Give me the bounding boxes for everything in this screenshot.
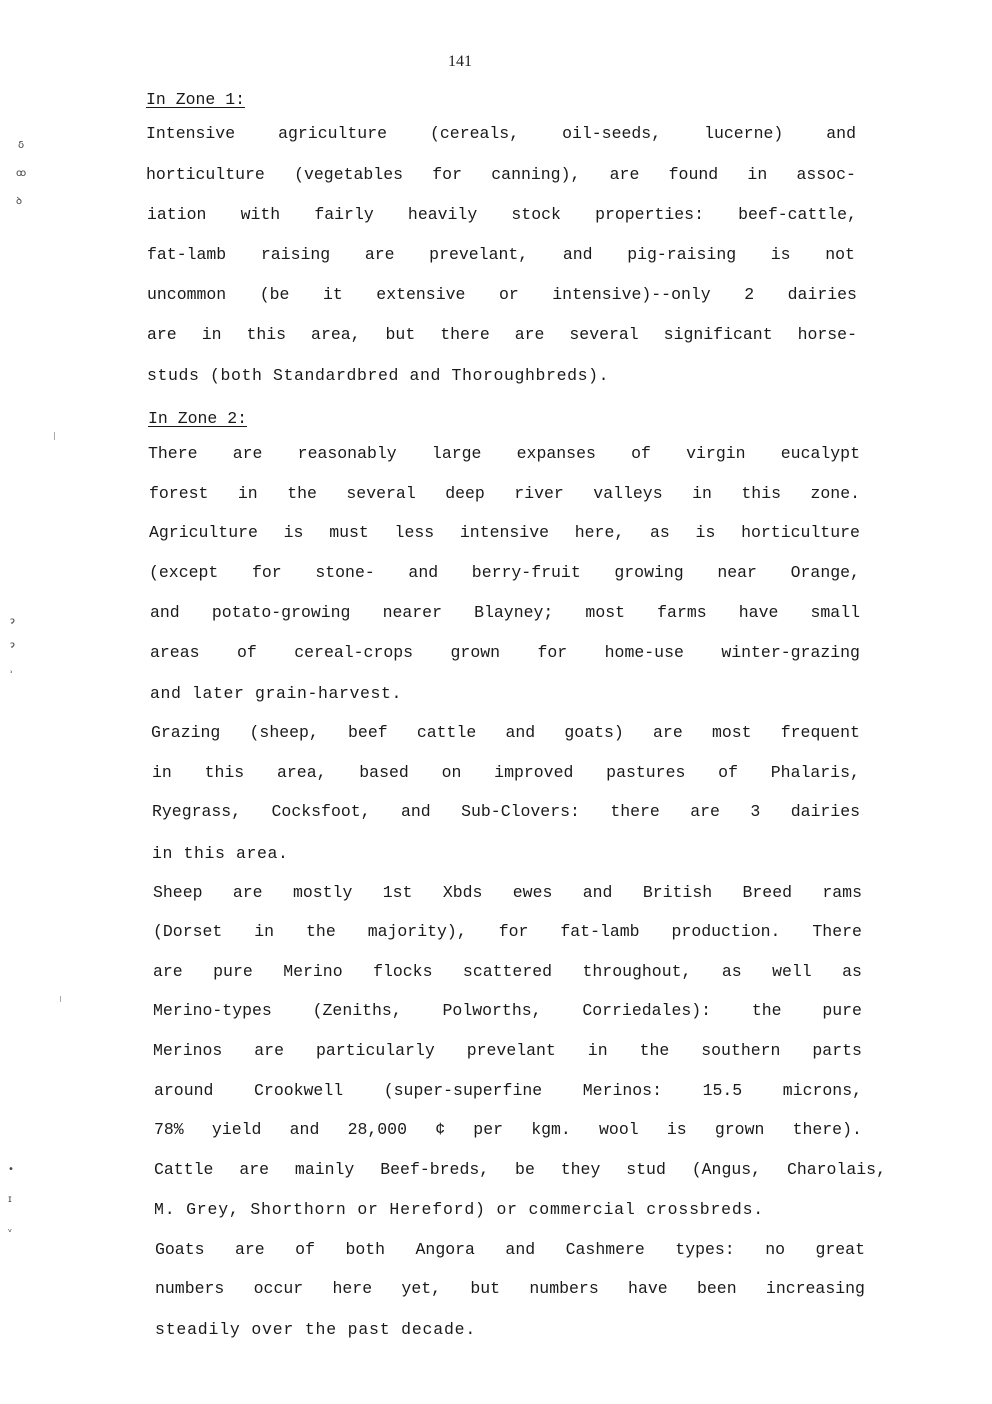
word: Crookwell <box>254 1081 344 1100</box>
word: oil-seeds, <box>562 124 662 143</box>
word: and <box>150 603 180 622</box>
text-line <box>153 962 862 981</box>
word: zone. <box>810 484 860 503</box>
word: and <box>400 802 431 821</box>
word: are <box>147 325 177 344</box>
word: prevelant, <box>429 245 529 264</box>
word: growing <box>614 563 684 582</box>
word: (super-superfine <box>383 1081 543 1100</box>
word: (except <box>149 563 219 582</box>
word: (Angus, <box>691 1160 762 1179</box>
word: intensive)--only <box>552 285 711 304</box>
word: great <box>815 1240 865 1259</box>
word: Breed <box>742 883 793 902</box>
word: Cashmere <box>565 1240 645 1259</box>
word: been <box>696 1279 737 1298</box>
word: are <box>609 165 640 184</box>
text-line <box>153 922 862 941</box>
word: this <box>204 763 245 782</box>
word: dairies <box>787 285 857 304</box>
word: stud <box>626 1160 666 1179</box>
word: reasonably <box>297 444 397 463</box>
word: Goats <box>155 1240 205 1259</box>
word: most <box>711 723 752 742</box>
word: Merinos: <box>582 1081 662 1100</box>
word: 78% <box>154 1120 184 1139</box>
word: (sheep, <box>249 723 319 742</box>
word: in <box>254 922 275 941</box>
word: are <box>653 723 683 742</box>
text-line <box>154 1160 886 1179</box>
word: the <box>751 1001 782 1020</box>
text-line <box>154 1081 862 1100</box>
word: Xbds <box>442 883 483 902</box>
word: 1st <box>382 883 413 902</box>
word: Blayney; <box>474 603 554 622</box>
text-line <box>147 245 855 264</box>
word: occur <box>253 1279 304 1298</box>
word: Angora <box>415 1240 475 1259</box>
word: and <box>582 883 613 902</box>
word: of <box>718 763 738 782</box>
text-line <box>149 563 860 582</box>
word: is <box>283 523 304 542</box>
word: there). <box>792 1120 862 1139</box>
word: eucalypt <box>780 444 860 463</box>
word: heavily <box>407 205 478 224</box>
word: fat-lamb <box>560 922 640 941</box>
word: berry-fruit <box>471 563 581 582</box>
word: of <box>236 643 257 662</box>
word: no <box>765 1240 785 1259</box>
page-number: 141 <box>448 53 472 70</box>
word: cereal-crops <box>294 643 414 662</box>
word: and <box>505 723 536 742</box>
word: in <box>587 1041 608 1060</box>
word: several <box>569 325 639 344</box>
word: raising <box>260 245 331 264</box>
word: significant <box>663 325 773 344</box>
word: of <box>631 444 651 463</box>
text-line: studs (both Standardbred and Thoroughbreds). <box>147 366 610 385</box>
word: (vegetables <box>294 165 404 184</box>
word: properties: <box>595 205 704 224</box>
word: Phalaris, <box>770 763 860 782</box>
word: with <box>240 205 281 224</box>
word: Polworths, <box>442 1001 542 1020</box>
text-line <box>153 1001 862 1020</box>
word: are <box>690 802 720 821</box>
word: this <box>246 325 287 344</box>
word: ewes <box>512 883 553 902</box>
word: horticulture <box>146 165 265 184</box>
word: agriculture <box>278 124 388 143</box>
text-line <box>153 883 862 902</box>
word: are <box>514 325 545 344</box>
word: are <box>153 962 183 981</box>
word: Cattle <box>154 1160 214 1179</box>
word: and <box>408 563 439 582</box>
text-line <box>146 124 856 143</box>
word: Merinos <box>153 1041 223 1060</box>
word: pure <box>822 1001 862 1020</box>
word: Sheep <box>153 883 203 902</box>
word: the <box>287 484 317 503</box>
word: they <box>560 1160 601 1179</box>
word: around <box>154 1081 214 1100</box>
word: and <box>826 124 856 143</box>
text-line <box>147 285 857 304</box>
word: or <box>498 285 519 304</box>
word: increasing <box>765 1279 865 1298</box>
word: Sub-Clovers: <box>461 802 580 821</box>
text-line <box>155 1279 865 1298</box>
word: grown <box>714 1120 765 1139</box>
word: Grazing <box>151 723 221 742</box>
word: in <box>747 165 768 184</box>
word: it <box>322 285 343 304</box>
word: frequent <box>780 723 860 742</box>
word: as <box>650 523 670 542</box>
word: (be <box>259 285 290 304</box>
margin-mark: δ <box>18 140 25 151</box>
word: areas <box>150 643 200 662</box>
scan-speck <box>54 432 55 440</box>
word: prevelant <box>466 1041 556 1060</box>
word: river <box>514 484 564 503</box>
word: there <box>440 325 490 344</box>
text-line <box>152 763 860 782</box>
word: valleys <box>593 484 663 503</box>
word: southern <box>701 1041 781 1060</box>
word: rams <box>822 883 862 902</box>
word: expanses <box>516 444 596 463</box>
word: Charolais, <box>786 1160 886 1179</box>
word: extensive <box>376 285 466 304</box>
margin-mark: ʾ <box>10 670 14 681</box>
word: for <box>251 563 282 582</box>
word: several <box>346 484 416 503</box>
word: intensive <box>459 523 550 542</box>
word: Corriedales): <box>582 1001 712 1020</box>
word: for <box>537 643 568 662</box>
word: types: <box>675 1240 735 1259</box>
word: there <box>610 802 660 821</box>
word: are <box>239 1160 270 1179</box>
word: near <box>717 563 757 582</box>
word: and <box>505 1240 536 1259</box>
word: lucerne) <box>704 124 784 143</box>
word: 2 <box>744 285 755 304</box>
text-line <box>155 1240 865 1259</box>
text-line: in this area. <box>152 844 289 863</box>
text-line <box>149 523 860 542</box>
word: assoc- <box>796 165 856 184</box>
word: well <box>772 962 812 981</box>
word: Agriculture <box>149 523 258 542</box>
word: is <box>666 1120 687 1139</box>
word: (Dorset <box>153 922 223 941</box>
text-line: steadily over the past decade. <box>155 1320 477 1339</box>
word: and <box>289 1120 320 1139</box>
text-line <box>148 444 860 463</box>
word: beef-cattle, <box>738 205 857 224</box>
word: microns, <box>782 1081 862 1100</box>
word: improved <box>494 763 574 782</box>
word: virgin <box>686 444 746 463</box>
word: as <box>842 962 862 981</box>
word: throughout, <box>582 962 692 981</box>
word: cattle <box>416 723 477 742</box>
word: numbers <box>155 1279 225 1298</box>
word: pastures <box>606 763 686 782</box>
word: forest <box>149 484 209 503</box>
word: be <box>515 1160 535 1179</box>
word: production. <box>671 922 781 941</box>
word: not <box>825 245 855 264</box>
word: canning), <box>491 165 581 184</box>
text-line <box>152 802 860 821</box>
word: Ryegrass, <box>152 802 242 821</box>
word: in <box>237 484 258 503</box>
word: 15.5 <box>702 1081 743 1100</box>
word: the <box>639 1041 670 1060</box>
word: Merino <box>283 962 343 981</box>
word: here, <box>574 523 625 542</box>
word: yield <box>211 1120 262 1139</box>
word: are <box>364 245 395 264</box>
word: wool <box>599 1120 639 1139</box>
text-line: and later grain-harvest. <box>150 684 403 703</box>
word: deep <box>445 484 485 503</box>
word: beef <box>348 723 388 742</box>
word: home-use <box>604 643 684 662</box>
word: particularly <box>315 1041 435 1060</box>
word: most <box>585 603 626 622</box>
word: kgm. <box>531 1120 571 1139</box>
word: There <box>148 444 198 463</box>
word: horse- <box>797 325 857 344</box>
word: on <box>441 763 462 782</box>
word: is <box>695 523 716 542</box>
word: British <box>642 883 713 902</box>
word: nearer <box>382 603 442 622</box>
word: scattered <box>462 962 553 981</box>
word: mostly <box>292 883 353 902</box>
word: in <box>152 763 172 782</box>
word: have <box>628 1279 668 1298</box>
text-line <box>147 325 857 344</box>
word: here <box>332 1279 373 1298</box>
zone2-heading: In Zone 2: <box>148 409 248 428</box>
word: farms <box>657 603 707 622</box>
word: uncommon <box>147 285 227 304</box>
margin-mark: • <box>8 1164 14 1175</box>
word: in <box>692 484 712 503</box>
word: are <box>232 883 263 902</box>
margin-mark: ᵥ <box>8 1224 13 1235</box>
word: Cocksfoot, <box>271 802 371 821</box>
word: have <box>738 603 779 622</box>
text-line <box>153 1041 862 1060</box>
word: per <box>473 1120 504 1139</box>
text-line <box>147 205 857 224</box>
word: goats) <box>564 723 624 742</box>
word: for <box>498 922 529 941</box>
word: 3 <box>750 802 761 821</box>
word: ¢ <box>435 1120 446 1139</box>
margin-mark: ɂ <box>10 616 15 627</box>
word: but <box>470 1279 501 1298</box>
word: numbers <box>529 1279 599 1298</box>
margin-mark: ɂ <box>10 640 15 651</box>
word: There <box>812 922 862 941</box>
word: grown <box>450 643 501 662</box>
word: of <box>295 1240 315 1259</box>
word: 28,000 <box>347 1120 407 1139</box>
word: this <box>741 484 781 503</box>
margin-mark: ɪ <box>8 1194 12 1205</box>
word: Merino-types <box>153 1001 272 1020</box>
word: but <box>385 325 416 344</box>
word: area, <box>276 763 327 782</box>
text-line <box>154 1120 862 1139</box>
text-line <box>149 484 860 503</box>
word: Orange, <box>790 563 860 582</box>
margin-mark: ꝺ <box>16 196 22 207</box>
word: horticulture <box>741 523 860 542</box>
word: large <box>431 444 482 463</box>
text-line: M. Grey, Shorthorn or Hereford) or commercial crossbreds. <box>154 1200 764 1219</box>
word: fat-lamb <box>147 245 227 264</box>
word: area, <box>311 325 361 344</box>
word: and <box>562 245 593 264</box>
word: stone- <box>315 563 375 582</box>
text-line <box>146 165 856 184</box>
word: iation <box>147 205 207 224</box>
text-line <box>151 723 860 742</box>
word: fairly <box>314 205 374 224</box>
word: dairies <box>790 802 860 821</box>
word: in <box>201 325 222 344</box>
word: must <box>329 523 369 542</box>
word: parts <box>812 1041 862 1060</box>
word: winter-grazing <box>721 643 860 662</box>
word: based <box>359 763 409 782</box>
word: (Zeniths, <box>312 1001 402 1020</box>
word: are <box>234 1240 265 1259</box>
word: yet, <box>401 1279 442 1298</box>
word: pure <box>213 962 253 981</box>
word: both <box>345 1240 386 1259</box>
word: found <box>668 165 719 184</box>
word: as <box>721 962 742 981</box>
word: (cereals, <box>429 124 520 143</box>
word: Beef-breds, <box>380 1160 490 1179</box>
word: potato-growing <box>211 603 351 622</box>
word: mainly <box>294 1160 355 1179</box>
text-line <box>150 643 860 662</box>
word: flocks <box>373 962 433 981</box>
word: are <box>254 1041 284 1060</box>
word: less <box>394 523 435 542</box>
word: the <box>306 922 336 941</box>
word: are <box>232 444 263 463</box>
margin-mark: ꝏ <box>16 168 27 179</box>
word: Intensive <box>146 124 236 143</box>
word: small <box>810 603 860 622</box>
scan-speck <box>60 996 61 1002</box>
zone1-heading: In Zone 1: <box>146 90 246 109</box>
word: for <box>432 165 462 184</box>
word: is <box>770 245 791 264</box>
word: pig-raising <box>627 245 737 264</box>
text-line <box>150 603 860 622</box>
word: majority), <box>367 922 467 941</box>
word: stock <box>511 205 561 224</box>
